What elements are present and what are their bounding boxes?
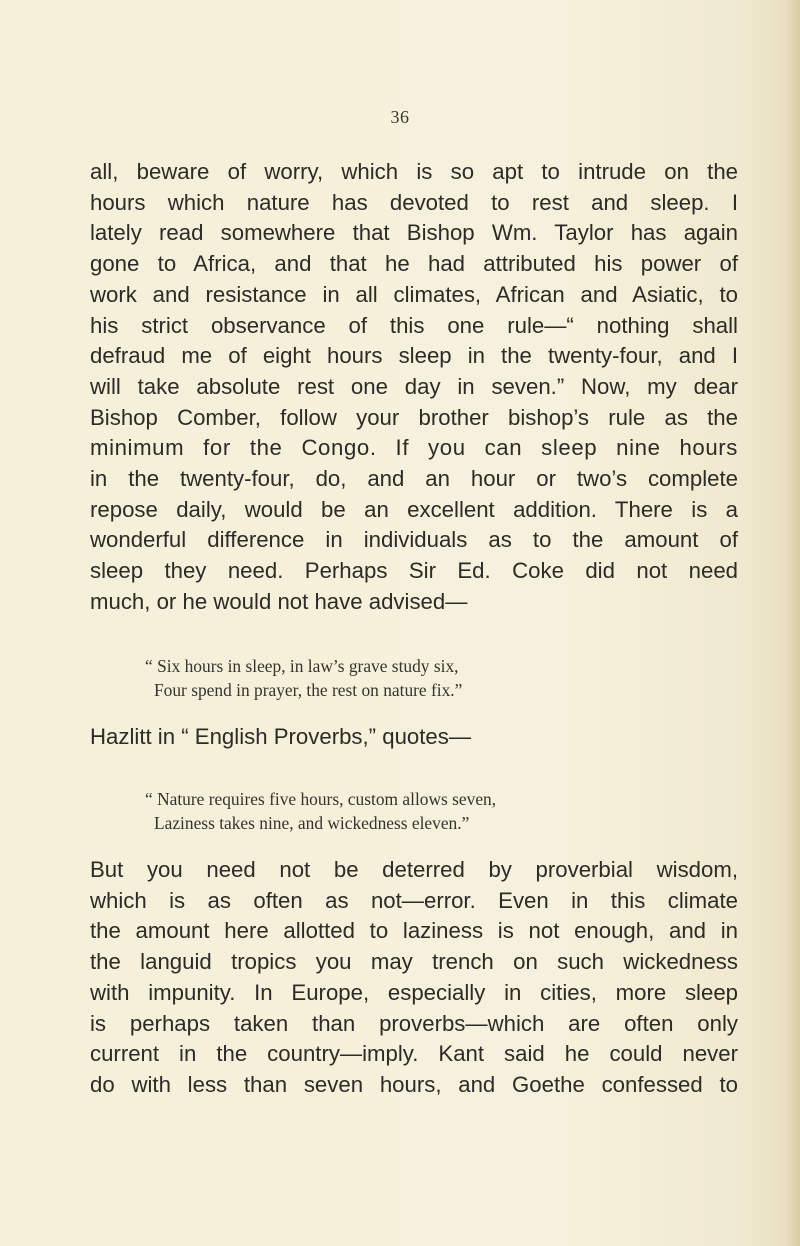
page-edge-shadow xyxy=(786,0,800,1246)
text-line: much, or he would not have advised— xyxy=(90,588,468,614)
paragraph-2 xyxy=(90,722,738,753)
text-line: But you need not be deterred by proverbial wisdom, xyxy=(90,857,738,882)
text-line: hours which nature has devoted to rest and sleep. I xyxy=(90,189,738,215)
text-line: gone to Africa, and that he had attributed his power of xyxy=(90,251,738,277)
text-line: the languid tropics you may trench on such wickedness xyxy=(90,949,738,975)
text-line: repose daily, would be an excellent addition. There is a xyxy=(90,496,738,522)
text-line: the amount here allotted to laziness is not enough, and in xyxy=(90,918,738,944)
verse-quote-2 xyxy=(145,788,496,835)
text-line: which is as often as not—error. Even in this climate xyxy=(90,887,738,913)
verse-line: Laziness takes nine, and wickedness eleven.” xyxy=(154,812,470,833)
text-line: sleep they need. Perhaps Sir Ed. Coke did not need xyxy=(90,558,738,584)
verse-line: “ Six hours in sleep, in law’s grave study six, xyxy=(145,656,459,676)
verse-quote-1 xyxy=(145,655,462,702)
page-number: 36 xyxy=(390,107,410,127)
text-line: defraud me of eight hours sleep in the twenty-four, and I xyxy=(90,343,738,369)
text-line: do with less than seven hours, and Goethe confessed to xyxy=(90,1071,738,1097)
text-line: wonderful difference in individuals as to the amount of xyxy=(90,527,738,553)
text-line: work and resistance in all climates, African and Asiatic, to xyxy=(90,281,738,307)
verse-line: Four spend in prayer, the rest on nature fix.” xyxy=(154,679,463,700)
text-line: with impunity. In Europe, especially in cities, more sleep xyxy=(90,979,738,1005)
text-line: in the twenty-four, do, and an hour or two’s complete xyxy=(90,466,738,492)
text-line: current in the country—imply. Kant said he could never xyxy=(90,1041,738,1067)
text-line: minimum for the Congo. If you can sleep nine hours xyxy=(90,435,738,461)
text-line: his strict observance of this one rule—“ nothing shall xyxy=(90,312,738,338)
text-line: all, beware of worry, which is so apt to intrude on the xyxy=(90,159,738,184)
text-line: is perhaps taken than proverbs—which are often only xyxy=(90,1010,738,1036)
paragraph-3 xyxy=(90,855,738,1101)
paragraph-1 xyxy=(90,157,738,618)
text-line: will take absolute rest one day in seven.” Now, my dear xyxy=(90,373,738,399)
text-line: Hazlitt in “ English Proverbs,” quotes— xyxy=(90,724,472,749)
text-line: lately read somewhere that Bishop Wm. Taylor has again xyxy=(90,220,738,246)
text-line: Bishop Comber, follow your brother bishop’s rule as the xyxy=(90,404,738,430)
verse-line: “ Nature requires five hours, custom allows seven, xyxy=(145,789,497,809)
